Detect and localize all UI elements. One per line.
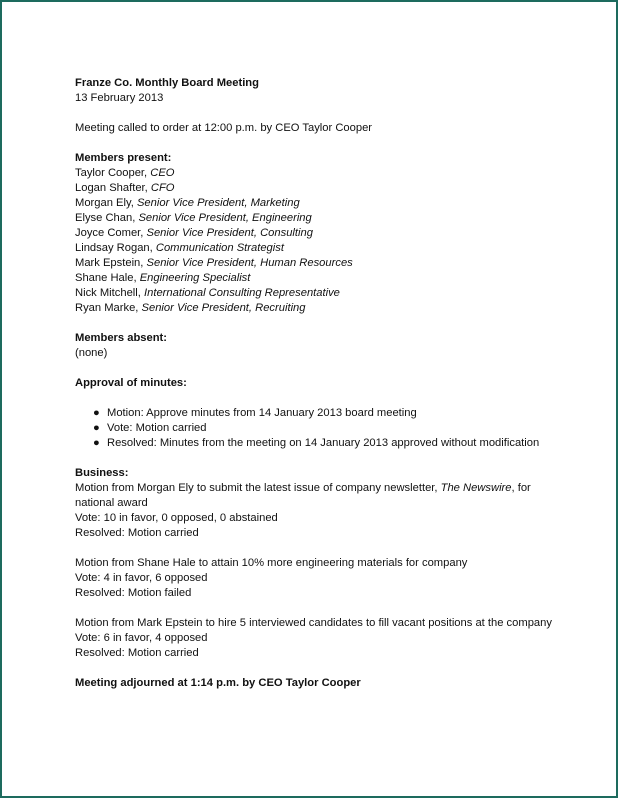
motion-1-text: Motion from Morgan Ely to submit the latest issue of company newsletter, The Newswire, for <box>75 482 531 494</box>
member-item: Elyse Chan, Senior Vice President, Engineering <box>75 212 312 224</box>
motion-1-resolved: Resolved: Motion carried <box>75 527 199 539</box>
list-item: ● Vote: Motion carried <box>93 422 207 434</box>
bullet-icon: ● <box>93 422 100 434</box>
meeting-date: 13 February 2013 <box>75 92 164 104</box>
member-item: Nick Mitchell, International Consulting Representative <box>75 287 340 299</box>
approval-list <box>75 406 595 451</box>
member-item: Mark Epstein, Senior Vice President, Human Resources <box>75 257 353 269</box>
motion-1-text-cont: national award <box>75 497 148 509</box>
members-absent-heading: Members absent: <box>75 332 168 344</box>
member-item: Shane Hale, Engineering Specialist <box>75 272 251 284</box>
meeting-minutes-document <box>75 76 595 691</box>
member-item: Lindsay Rogan, Communication Strategist <box>75 242 284 254</box>
business-heading: Business: <box>75 467 129 479</box>
approval-heading: Approval of minutes: <box>75 377 187 389</box>
motion-1-vote: Vote: 10 in favor, 0 opposed, 0 abstained <box>75 512 278 524</box>
members-present-heading: Members present: <box>75 152 172 164</box>
motion-2-text: Motion from Shane Hale to attain 10% more engineering materials for company <box>75 557 468 569</box>
list-item: ● Resolved: Minutes from the meeting on 14 January 2013 approved without modification <box>93 437 540 449</box>
member-item: Joyce Comer, Senior Vice President, Consulting <box>75 227 313 239</box>
member-item: Logan Shafter, CFO <box>75 182 175 194</box>
member-item: Ryan Marke, Senior Vice President, Recruiting <box>75 302 306 314</box>
list-item: ● Motion: Approve minutes from 14 January 2013 board meeting <box>93 407 417 419</box>
member-item: Taylor Cooper, CEO <box>75 167 175 179</box>
member-item: Morgan Ely, Senior Vice President, Marketing <box>75 197 300 209</box>
meeting-adjourned: Meeting adjourned at 1:14 p.m. by CEO Taylor Cooper <box>75 677 361 689</box>
document-title: Franze Co. Monthly Board Meeting <box>75 77 259 89</box>
members-present-list <box>75 166 595 316</box>
motion-2-resolved: Resolved: Motion failed <box>75 587 192 599</box>
bullet-icon: ● <box>93 407 100 419</box>
called-to-order: Meeting called to order at 12:00 p.m. by CEO Taylor Cooper <box>75 122 373 134</box>
motion-3-resolved: Resolved: Motion carried <box>75 647 199 659</box>
bullet-icon: ● <box>93 437 100 449</box>
motion-2-vote: Vote: 4 in favor, 6 opposed <box>75 572 208 584</box>
motion-3-text: Motion from Mark Epstein to hire 5 interviewed candidates to fill vacant positions at the company <box>75 617 552 629</box>
motion-3-vote: Vote: 6 in favor, 4 opposed <box>75 632 208 644</box>
members-absent-value: (none) <box>75 347 108 359</box>
